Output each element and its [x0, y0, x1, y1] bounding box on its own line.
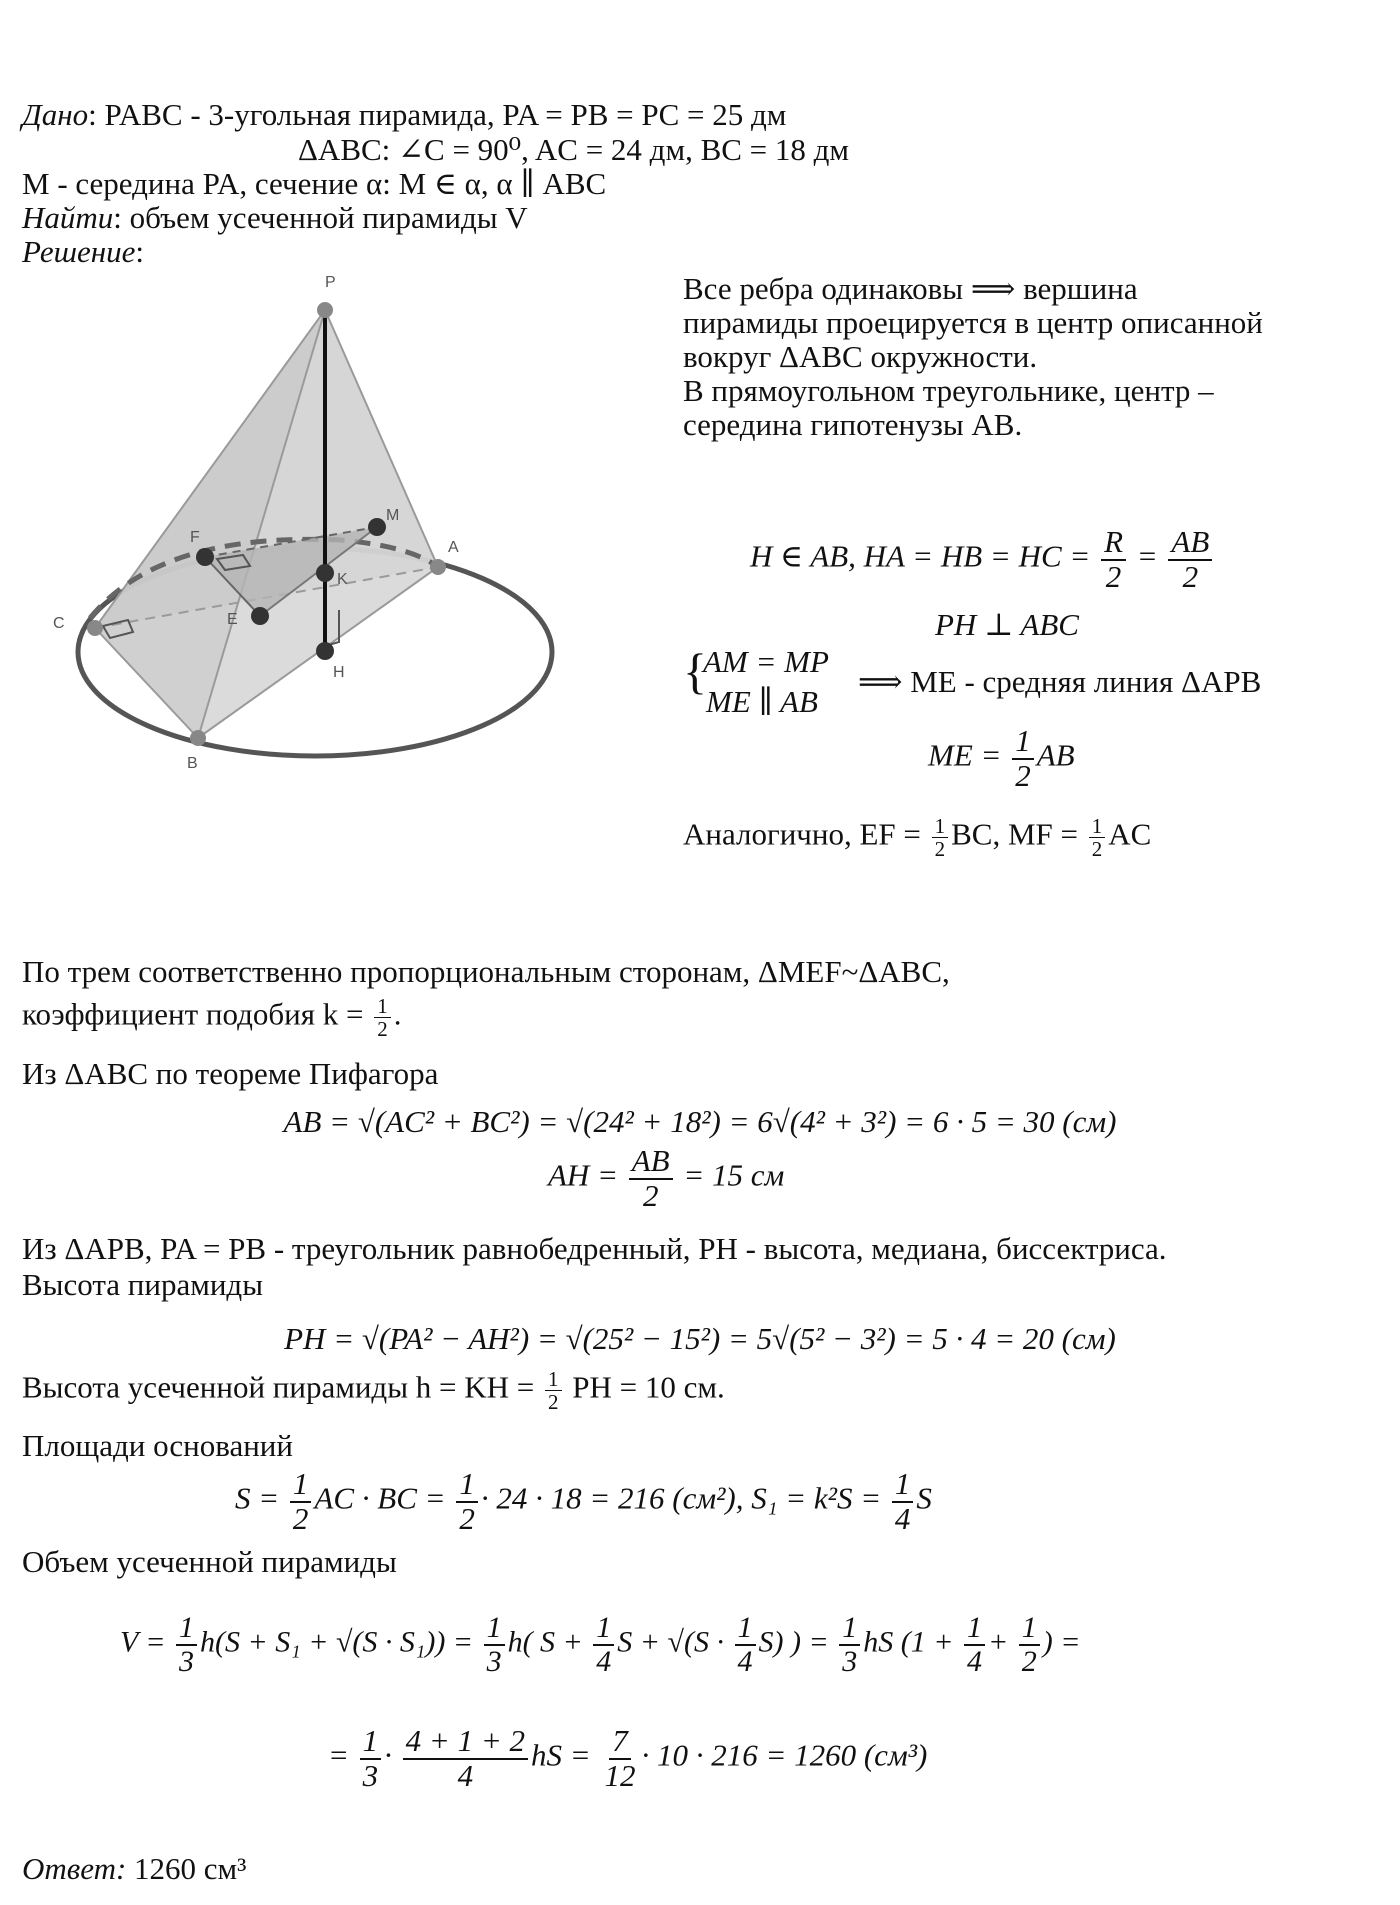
pyramid-figure [40, 270, 580, 790]
side-eq-1: H ∈ AB, HA = HB = HC = $\frac{R}{2}$ = $\frac{AB}{2}$ [750, 526, 1215, 593]
body-p6: Высота усеченной пирамиды h = KH = $\frac{1}{2}$ PH = 10 см. [22, 1367, 725, 1415]
given-line-3: M - середина PA, сечение α: M ∈ α, α ∥ ABC [22, 166, 607, 201]
given-label: Дано [22, 97, 89, 132]
given-line-1 [22, 98, 786, 132]
answer-line [22, 1852, 246, 1886]
formula-areas: S = $\frac{1}{2}$ AC · BC = $\frac{1}{2}$ · 24 · 18 = 216 (см²), S₁ = k²S = $\frac{1}{4}$ S [235, 1466, 932, 1536]
label-c: C [53, 615, 65, 632]
given-text: : PABC - 3-угольная пирамида, PA = PB = PC = 25 дм [88, 97, 787, 132]
formula-ah: AH = $\frac{AB}{2}$ = 15 см [548, 1143, 785, 1213]
system-bottom: ME ∥ AB [706, 684, 818, 719]
label-p: P [325, 274, 336, 291]
side-line-3: вокруг ΔABC окружности. [683, 339, 1038, 374]
body-p1: По трем соответственно пропорциональным сторонам, ΔMEF~ΔABC, [22, 954, 950, 989]
solution-label: Решение [22, 234, 136, 269]
label-f: F [190, 529, 200, 546]
formula-volume-result: = $\frac{1}{3}$ · $\frac{4 + 1 + 2}{4}$ hS = $\frac{7}{12}$ · 10 · 216 = 1260 (см³) [328, 1723, 928, 1793]
solution-heading: Решение: [22, 234, 144, 269]
label-b: B [187, 755, 198, 772]
body-p2: коэффициент подобия k = $\frac{1}{2}$ . [22, 994, 402, 1042]
formula-volume: V = $\frac{1}{3}$ h(S + S₁ + √(S · S₁)) = $\frac{1}{3}$ h( S + $\frac{1}{4}$ S + √(S · $\frac{1}{4}$ S) ) = $\frac{1}{3}$ hS (1 + $\frac{1}{4}$ + $\frac{1}{2}$ ) = [120, 1611, 1081, 1678]
find-text: : объем усеченной пирамиды V [113, 200, 528, 235]
body-p8: Объем усеченной пирамиды [22, 1544, 397, 1579]
body-p7: Площади оснований [22, 1428, 293, 1463]
side-line-5: середина гипотенузы AB. [683, 407, 1023, 442]
side-line-2: пирамиды проецируется в центр описанной [683, 305, 1263, 340]
label-e: E [227, 611, 238, 628]
side-eq-2: PH ⊥ ABC [935, 607, 1079, 642]
body-p3: Из ΔABC по теореме Пифагора [22, 1056, 439, 1091]
system-brace: { [683, 643, 707, 699]
formula-ab: AB = √(AC² + BC²) = √(24² + 18²) = 6√(4² + 3²) = 6 · 5 = 30 (см) [283, 1104, 1117, 1139]
find-line [22, 201, 528, 235]
label-k: K [337, 571, 348, 588]
answer-label: Ответ: [22, 1851, 127, 1886]
answer-value: 1260 см³ [134, 1851, 247, 1886]
side-eq-3: ME = $\frac{1}{2}$ AB [928, 723, 1075, 793]
body-p5: Высота пирамиды [22, 1267, 264, 1302]
find-label: Найти [22, 200, 114, 235]
side-analog: Аналогично, EF = $\frac{1}{2}$ BC, MF = $\frac{1}{2}$ AC [683, 814, 1152, 862]
formula-ph: PH = √(PA² − AH²) = √(25² − 15²) = 5√(5² − 3²) = 5 · 4 = 20 (см) [284, 1321, 1116, 1356]
side-line-1: Все ребра одинаковы ⟹ вершина [683, 271, 1138, 306]
label-m: M [386, 507, 400, 524]
body-p4: Из ΔAPB, PA = PB - треугольник равнобедренный, PH - высота, медиана, биссектриса. [22, 1231, 1167, 1266]
given-line-2: ΔABC: ∠C = 90⁰, AC = 24 дм, BC = 18 дм [298, 132, 850, 167]
system-result: ⟹ ME - средняя линия ΔAPB [858, 664, 1262, 699]
side-line-4: В прямоугольном треугольнике, центр – [683, 373, 1214, 408]
label-h: H [333, 664, 345, 681]
system-top: AM = MP [703, 644, 829, 679]
label-a: A [448, 539, 459, 556]
